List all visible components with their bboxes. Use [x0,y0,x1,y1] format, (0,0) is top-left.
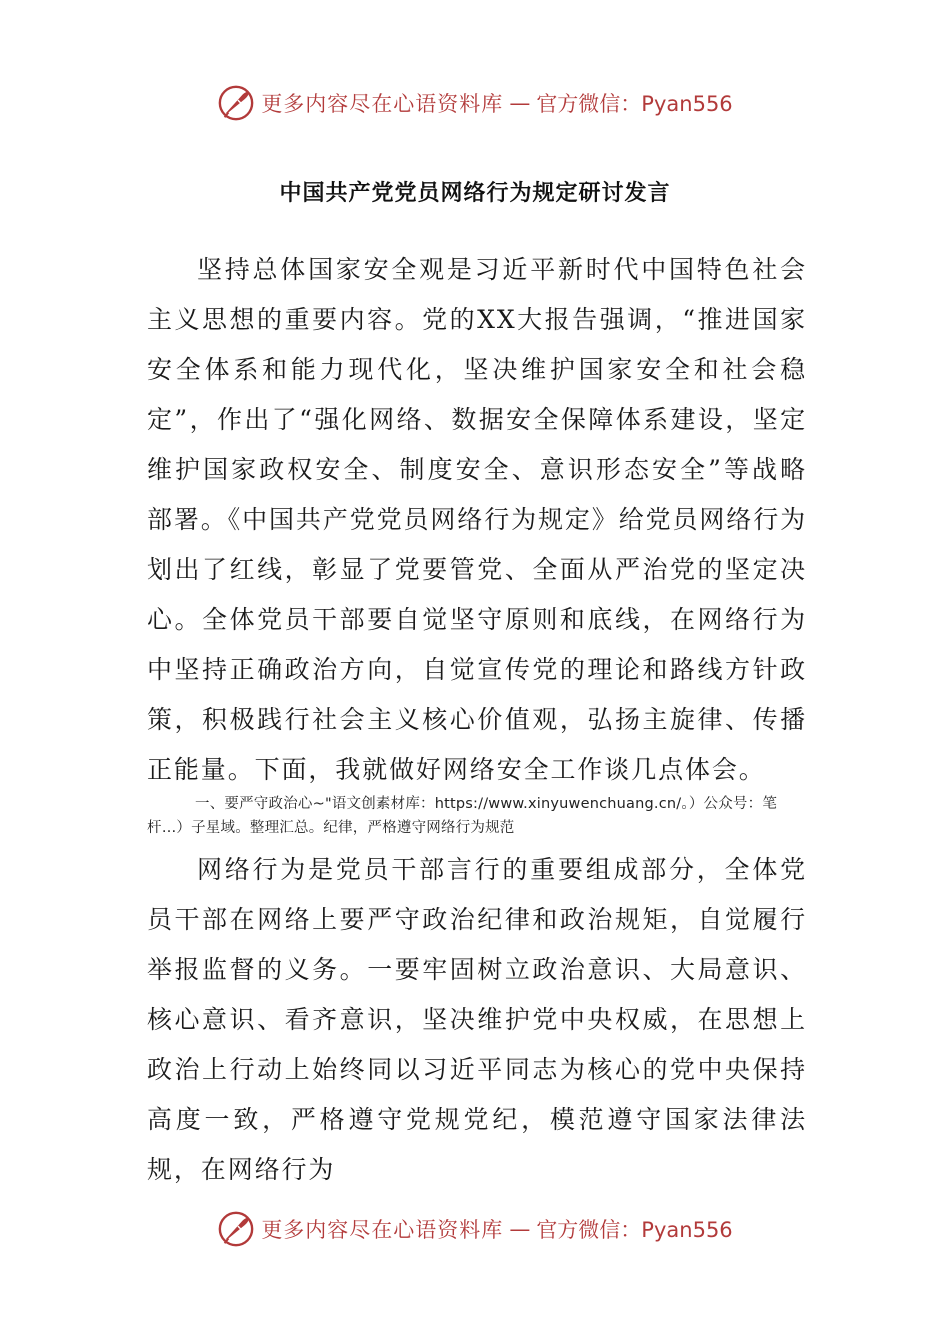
quill-pen-logo-icon [217,84,255,122]
watermark-separator: — [509,1217,531,1241]
watermark-text: 更多内容尽在心语资料库 [261,92,504,116]
watermark-text: 更多内容尽在心语资料库 [261,1218,504,1242]
section-heading-1: 一、要严守政治心~"语文创素材库：https://www.xinyuwenchuang.cn/。）公众号：笔杆…）子星域。整理汇总。纪律，严格遵守网络行为规范 [147,796,778,836]
document-title: 中国共产党党员网络行为规定研讨发言 [279,181,671,206]
body-paragraph-2: 网络行为是党员干部言行的重要组成部分，全体党员干部在网络上要严守政治纪律和政治规矩，自觉履行举报监督的义务。一要牢固树立政治意识、大局意识、核心意识、看齐意识，坚决维护党中央权威，在思想上政治上行动上始终同以习近平同志为核心的党中央保持高度一致，严格遵守党规党纪，模范遵守国家法律法规，在网络行为 [147,855,807,1184]
footer-watermark [0,1204,950,1254]
header-watermark [0,78,950,128]
body-paragraph-1: 坚持总体国家安全观是习近平新时代中国特色社会主义思想的重要内容。党的XX大报告强调，“推进国家安全体系和能力现代化，坚决维护国家安全和社会稳定”，作出了“强化网络、数据安全保障体系建设，坚定维护国家政权安全、制度安全、意识形态安全”等战略部署。《中国共产党党员网络行为规定》给党员网络行为划出了红线，彰显了党要管党、全面从严治党的坚定决心。全体党员干部要自觉坚守原则和底线，在网络行为中坚持正确政治方向，自觉宣传党的理论和路线方针政策，积极践行社会主义核心价值观，弘扬主旋律、传播正能量。下面，我就做好网络安全工作谈几点体会。 [147,255,808,784]
watermark-wechat: 官方微信：Pyan556 [536,1218,733,1242]
watermark-wechat: 官方微信：Pyan556 [536,92,733,116]
watermark-separator: — [509,91,531,115]
quill-pen-logo-icon [217,1210,255,1248]
